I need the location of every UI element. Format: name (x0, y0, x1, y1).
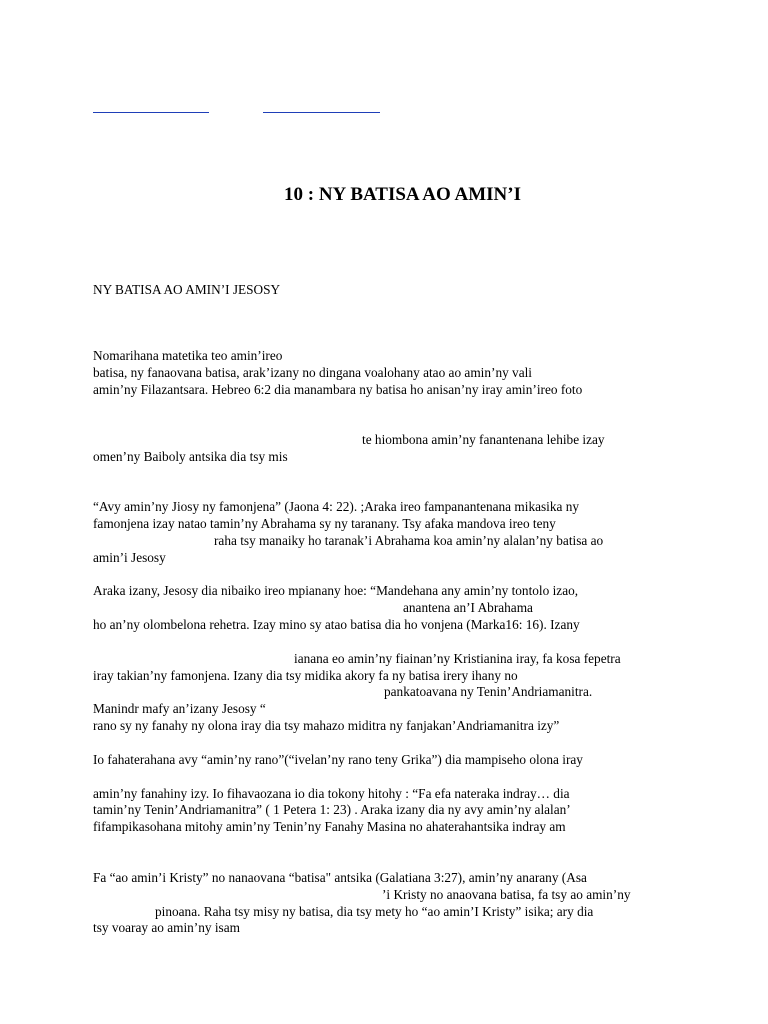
text-line: pankatoavana ny Tenin’Andriamanitra. (384, 684, 593, 699)
text-line: ianana eo amin’ny fiainan’ny Kristianina iray, fa kosa fepetra (294, 651, 621, 666)
text-line: ’i Kristy no anaovana batisa, fa tsy ao amin’ny (382, 887, 631, 902)
text-line: raha tsy manaiky ho taranak’i Abrahama koa amin’ny alalan’ny batisa ao (214, 533, 604, 548)
text-line: Io fahaterahana avy “amin’ny rano”(“ivelan’ny rano teny Grika”) dia mampiseho olona iray (93, 752, 583, 767)
text-line: te hiombona amin’ny fanantenana lehibe izay (362, 432, 605, 447)
text-line: anantena an’I Abrahama (403, 600, 533, 615)
text-line: iray takian’ny famonjena. Izany dia tsy midika akory fa ny batisa irery ihany no (93, 668, 518, 683)
text-line: tamin’ny Tenin’Andriamanitra” ( 1 Petera 1: 23) . Araka izany dia ny avy amin’ny alalan’ (93, 802, 571, 817)
text-line: omen’ny Baiboly antsika dia tsy mis (93, 449, 288, 464)
text-line: amin’ny fanahiny izy. Io fihavaozana io dia tokony hitohy : “Fa efa nateraka indray… dia (93, 786, 570, 801)
text-line: ho an’ny olombelona rehetra. Izay mino sy atao batisa dia ho vonjena (Marka16: 16). Izany (93, 617, 580, 632)
section-heading: NY BATISA AO AMIN’I JESOSY (93, 282, 281, 297)
text-line: tsy voaray ao amin’ny isam (93, 920, 240, 935)
text-line: fifampikasohana mitohy amin’ny Tenin’ny Fanahy Masina no ahaterahantsika indray am (93, 819, 566, 834)
hyperlink-underline-right[interactable] (263, 112, 380, 113)
text-line: pinoana. Raha tsy misy ny batisa, dia tsy mety ho “ao amin’I Kristy” isika; ary dia (155, 904, 594, 919)
text-line: amin’ny Filazantsara. Hebreo 6:2 dia manambara ny batisa ho anisan’ny iray amin’ireo foto (93, 382, 583, 397)
text-line: amin’i Jesosy (93, 550, 166, 565)
text-line: Araka izany, Jesosy dia nibaiko ireo mpianany hoe: “Mandehana any amin’ny tontolo izao, (93, 583, 579, 598)
text-line: Nomarihana matetika teo amin’ireo (93, 348, 283, 363)
text-line: Manindr mafy an’izany Jesosy “ (93, 701, 266, 716)
text-line: Fa “ao amin’i Kristy” no nanaovana “batisa" antsika (Galatiana 3:27), amin’ny anarany (Asa (93, 870, 587, 885)
hyperlink-underline-left[interactable] (93, 112, 209, 113)
page-title: 10 : NY BATISA AO AMIN’I (284, 184, 521, 205)
text-line: batisa, ny fanaovana batisa, arak’izany no dingana voalohany atao ao amin’ny vali (93, 365, 532, 380)
text-line: rano sy ny fanahy ny olona iray dia tsy mahazo miditra ny fanjakan’Andriamanitra izy” (93, 718, 560, 733)
text-line: “Avy amin’ny Jiosy ny famonjena” (Jaona 4: 22). ;Araka ireo fampanantenana mikasika ny (93, 499, 580, 514)
text-line: famonjena izay natao tamin’ny Abrahama sy ny taranany. Tsy afaka mandova ireo teny (93, 516, 556, 531)
